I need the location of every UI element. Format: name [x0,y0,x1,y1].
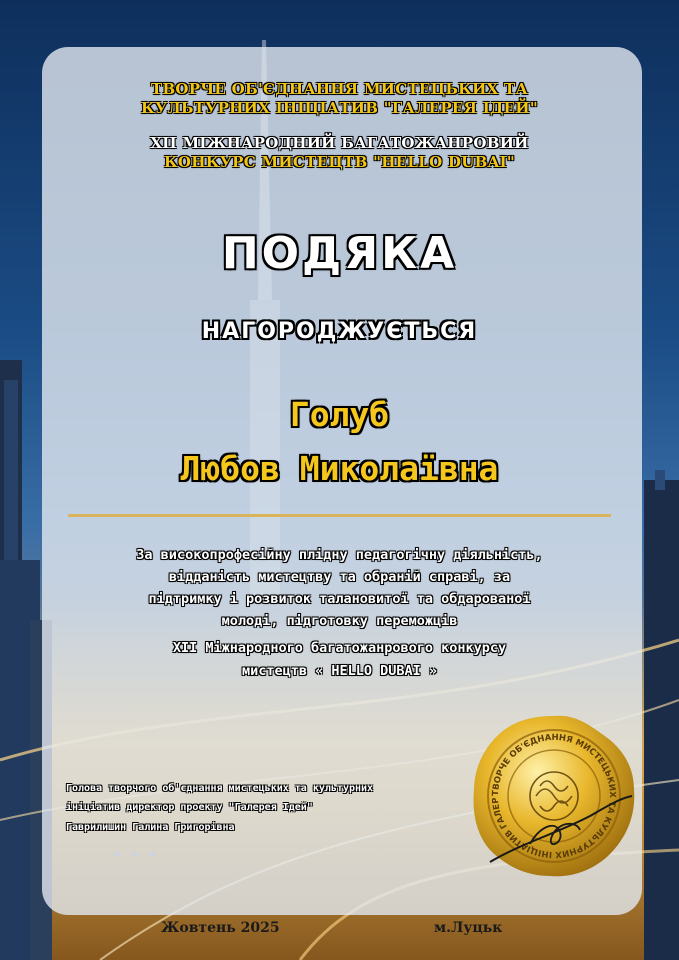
issue-date: Жовтень 2025 [161,920,280,936]
citation-line: мистецтв « HELLO DUBAI » [241,663,438,679]
wax-seal-icon [470,712,638,880]
recipient-surname: Голуб [289,395,390,434]
org-name-line2: КУЛЬТУРНИХ ІНІЦІАТИВ "ГАЛЕРЕЯ ІДЕЙ" [141,99,538,117]
citation-line: підтримку і розвиток талановитої та обдарованої [148,591,531,607]
certificate-subtitle: НАГОРОДЖУЄТЬСЯ [201,319,478,344]
seal-ring-text: ТВОРЧЕ ОБ'ЄДНАННЯ МИСТЕЦЬКИХ ТА КУЛЬТУРНИХ ІНІЦІАТИВ ГАЛЕР [490,732,618,860]
certificate-title: ПОДЯКА [221,228,458,279]
citation-line: молоді, підготовку переможців [221,613,458,629]
signatory-title-line2: ініціатив директор проекту "Галерея Ідей" [66,802,313,813]
citation-line: XII Міжнародного багатожанрового конкурсу [172,640,507,656]
contest-name-line2: КОНКУРС МИСТЕЦТВ "HELLO DUBAI" [163,153,516,171]
divider-line [68,514,611,517]
issue-city: м.Луцьк [434,920,503,936]
recipient-given-name: Любов Миколаївна [180,449,499,488]
signatory-name: Гаврилишин Галина Григорівна [66,822,235,833]
signatory-title-line1: Голова творчого об'єднання мистецьких та культурних [66,783,374,794]
org-name-line1: ТВОРЧЕ ОБ'ЄДНАННЯ МИСТЕЦЬКИХ ТА [150,80,528,98]
citation-line: За високопрофесійну плідну педагогічну діяльність, [136,547,543,563]
citation-line: відданість мистецтву та обраній справі, за [168,569,511,585]
sparkle-icon: ✦ ✦ ✦ [112,848,160,862]
contest-name-line1: XII МІЖНАРОДНИЙ БАГАТОЖАНРОВИЙ [150,134,529,152]
